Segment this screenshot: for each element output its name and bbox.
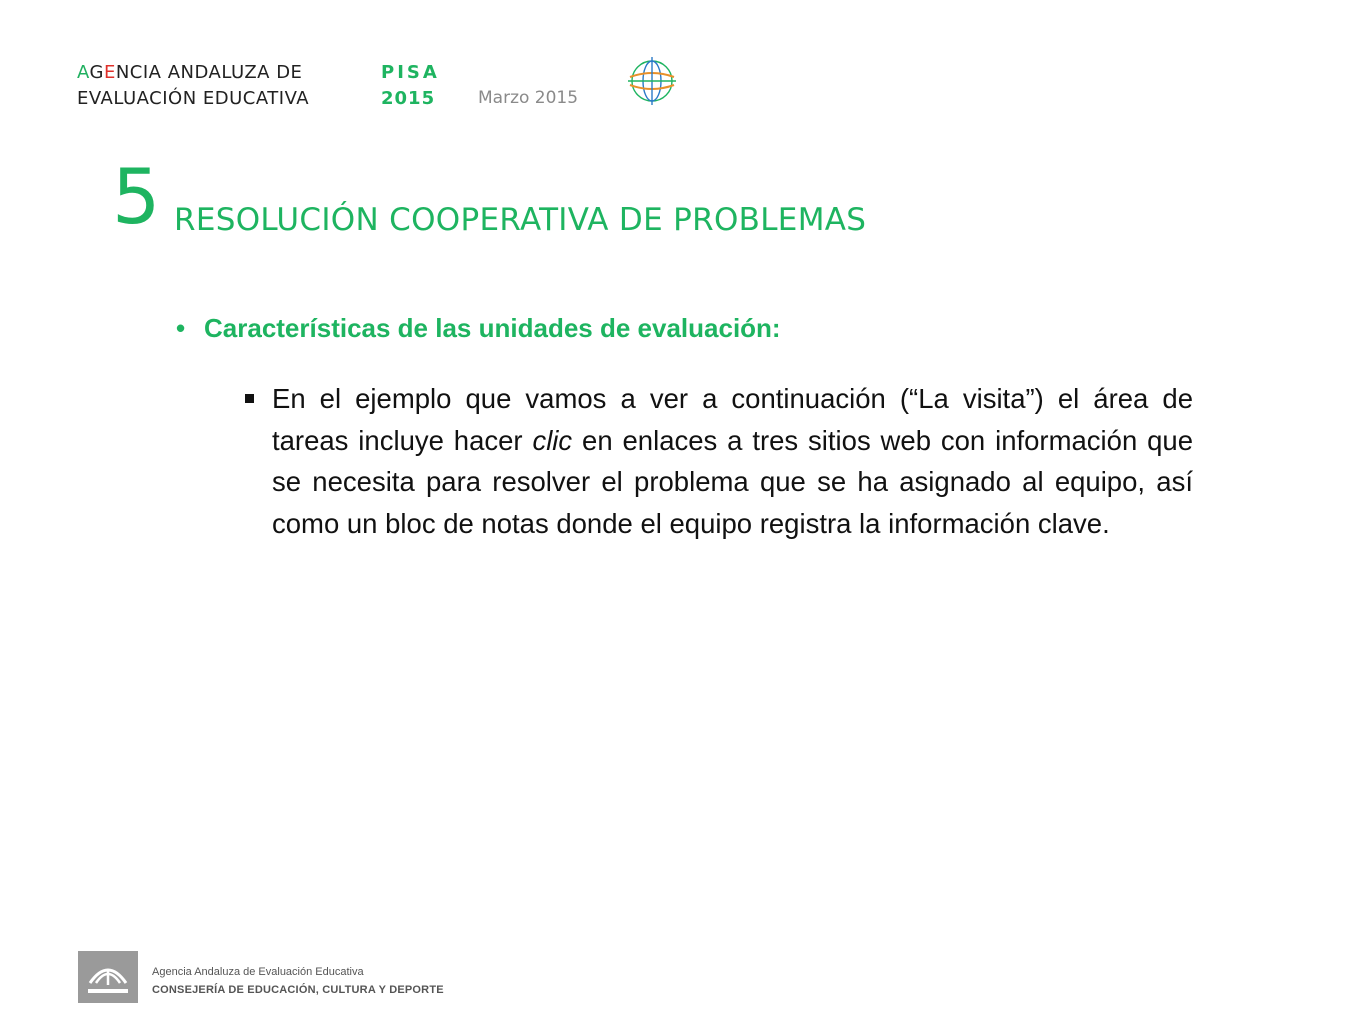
paragraph-emphasis: clic [532,424,573,456]
pisa-label-block [381,60,440,112]
agency-name-line2: EVALUACIÓN EDUCATIVA [77,88,310,109]
square-bullet-icon [245,394,254,403]
agency-name-line1 [77,60,309,86]
agency-name [77,60,309,112]
paragraph-part1: En el ejemplo que vamos a ver a continuación (“La visita”) el área de tareas incluye hacer [272,383,1193,456]
bullet-heading-text: Características de las unidades de evaluación: [204,313,781,343]
header-date: Marzo 2015 [478,88,579,108]
section-title: RESOLUCIÓN COOPERATIVA DE PROBLEMAS [174,202,867,238]
agency-letter-e: E [103,62,116,83]
junta-andalucia-logo-icon [78,951,138,1003]
pisa-year: 2015 [381,88,436,109]
pisa-label: PISA [381,62,440,83]
globe-logo-icon [626,55,678,107]
bullet-heading [176,308,781,348]
agency-letter-a: A [77,62,90,83]
agency-line1-rest: NCIA ANDALUZA DE [115,62,303,83]
section-number: 5 [112,152,161,241]
body-paragraph [272,378,1193,544]
bullet-dot: • [176,313,186,343]
agency-letter-g: G [89,62,104,83]
footer-department: CONSEJERÍA DE EDUCACIÓN, CULTURA Y DEPORTE [152,984,444,996]
paragraph-part2: en enlaces a tres sitios web con información que se necesita para resolver el problema que se ha asignado al equipo, así como un bloc de notas donde el equipo registra la información clave. [272,424,1193,539]
footer-agency-name: Agencia Andaluza de Evaluación Educativa [152,966,364,978]
